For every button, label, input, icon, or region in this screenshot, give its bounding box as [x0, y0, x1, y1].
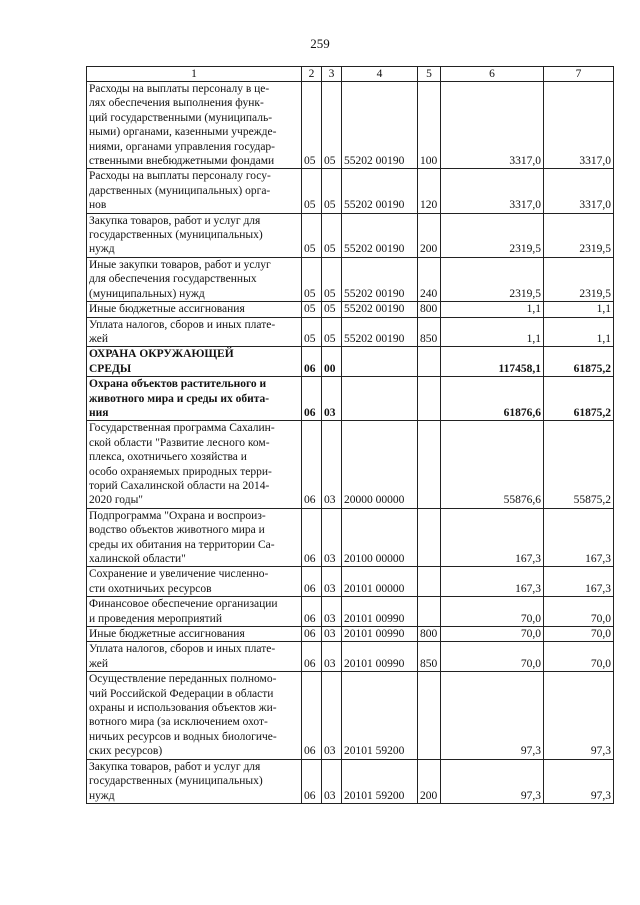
- table-body: [87, 82, 614, 804]
- column-header: 4: [342, 67, 418, 82]
- expense-type-cell: 120: [418, 169, 441, 213]
- amount-col7-cell: 1,1: [544, 317, 614, 347]
- table-row: [87, 302, 614, 317]
- section-code-cell: 06: [302, 597, 322, 627]
- amount-col6-cell: 3317,0: [441, 82, 544, 169]
- amount-col6-cell: 97,3: [441, 672, 544, 759]
- row-name-cell: Финансовое обеспечение организации и проведения мероприятий: [87, 597, 302, 627]
- target-article-cell: 20101 59200: [342, 759, 418, 803]
- amount-col6-cell: 2319,5: [441, 257, 544, 301]
- amount-col6-cell: 117458,1: [441, 347, 544, 377]
- target-article-cell: 55202 00190: [342, 169, 418, 213]
- target-article-cell: 20100 00000: [342, 508, 418, 567]
- subsection-code-cell: 03: [322, 377, 342, 421]
- amount-col7-cell: 70,0: [544, 627, 614, 642]
- subsection-code-cell: 05: [322, 302, 342, 317]
- row-name-cell: Уплата налогов, сборов и иных плате- жей: [87, 642, 302, 672]
- amount-col6-cell: 167,3: [441, 567, 544, 597]
- row-name-cell: Охрана объектов растительного и животного мира и среды их обита- ния: [87, 377, 302, 421]
- amount-col7-cell: 167,3: [544, 567, 614, 597]
- target-article-cell: [342, 347, 418, 377]
- amount-col7-cell: 167,3: [544, 508, 614, 567]
- expense-type-cell: [418, 347, 441, 377]
- target-article-cell: [342, 377, 418, 421]
- target-article-cell: 55202 00190: [342, 213, 418, 257]
- subsection-code-cell: 03: [322, 597, 342, 627]
- subsection-code-cell: 05: [322, 213, 342, 257]
- section-code-cell: 06: [302, 759, 322, 803]
- expense-type-cell: 200: [418, 213, 441, 257]
- table-row: [87, 627, 614, 642]
- amount-col6-cell: 3317,0: [441, 169, 544, 213]
- amount-col7-cell: 97,3: [544, 759, 614, 803]
- row-name-cell: Сохранение и увеличение численно- сти охотничьих ресурсов: [87, 567, 302, 597]
- row-name-cell: Государственная программа Сахалин- ской области "Развитие лесного ком- плекса, охотничьего хозяйства и особо охраняемых природных терри- торий Сахалинской области на 2014- 2020 годы": [87, 421, 302, 508]
- section-code-cell: 05: [302, 317, 322, 347]
- subsection-code-cell: 00: [322, 347, 342, 377]
- amount-col7-cell: 1,1: [544, 302, 614, 317]
- expense-type-cell: 850: [418, 642, 441, 672]
- amount-col7-cell: 2319,5: [544, 213, 614, 257]
- table-row: [87, 759, 614, 803]
- row-name-cell: Иные бюджетные ассигнования: [87, 302, 302, 317]
- expense-type-cell: [418, 508, 441, 567]
- target-article-cell: 20000 00000: [342, 421, 418, 508]
- expense-type-cell: 200: [418, 759, 441, 803]
- table-row: [87, 567, 614, 597]
- amount-col7-cell: 70,0: [544, 642, 614, 672]
- amount-col6-cell: 2319,5: [441, 213, 544, 257]
- amount-col6-cell: 1,1: [441, 317, 544, 347]
- expense-type-cell: 800: [418, 302, 441, 317]
- table-row: [87, 421, 614, 508]
- subsection-code-cell: 05: [322, 257, 342, 301]
- row-name-cell: Подпрограмма "Охрана и воспроиз- водство объектов животного мира и среды их обитания на территории Са- халинской области": [87, 508, 302, 567]
- table-row: [87, 642, 614, 672]
- subsection-code-cell: 03: [322, 508, 342, 567]
- subsection-code-cell: 03: [322, 672, 342, 759]
- table-row: [87, 257, 614, 301]
- amount-col6-cell: 70,0: [441, 627, 544, 642]
- section-code-cell: 06: [302, 567, 322, 597]
- amount-col7-cell: 97,3: [544, 672, 614, 759]
- table-row: [87, 597, 614, 627]
- row-name-cell: Осуществление переданных полномо- чий Российской Федерации в области охраны и использования объектов жи- вотного мира (за исключением охот- ничьих ресурсов и водных биологиче- ских ресурсов): [87, 672, 302, 759]
- subsection-code-cell: 03: [322, 642, 342, 672]
- amount-col6-cell: 1,1: [441, 302, 544, 317]
- target-article-cell: 55202 00190: [342, 257, 418, 301]
- section-code-cell: 05: [302, 257, 322, 301]
- section-code-cell: 05: [302, 213, 322, 257]
- section-code-cell: 06: [302, 672, 322, 759]
- amount-col6-cell: 97,3: [441, 759, 544, 803]
- column-header: 1: [87, 67, 302, 82]
- section-code-cell: 06: [302, 377, 322, 421]
- amount-col7-cell: 3317,0: [544, 169, 614, 213]
- row-name-cell: Расходы на выплаты персоналу госу- дарственных (муниципальных) орга- нов: [87, 169, 302, 213]
- section-code-cell: 06: [302, 508, 322, 567]
- budget-table: [86, 66, 614, 804]
- page-number: 259: [310, 36, 330, 51]
- row-name-cell: Иные бюджетные ассигнования: [87, 627, 302, 642]
- column-header: 7: [544, 67, 614, 82]
- expense-type-cell: [418, 672, 441, 759]
- subsection-code-cell: 05: [322, 317, 342, 347]
- target-article-cell: 55202 00190: [342, 302, 418, 317]
- amount-col6-cell: 70,0: [441, 642, 544, 672]
- row-name-cell: Уплата налогов, сборов и иных плате- жей: [87, 317, 302, 347]
- row-name-cell: Закупка товаров, работ и услуг для государственных (муниципальных) нужд: [87, 759, 302, 803]
- amount-col6-cell: 61876,6: [441, 377, 544, 421]
- table-row: [87, 169, 614, 213]
- expense-type-cell: [418, 567, 441, 597]
- table-row: [87, 672, 614, 759]
- row-name-cell: Расходы на выплаты персоналу в це- лях обеспечения выполнения функ- ций государственными (муниципаль- ными) органами, казенными учрежде- ниями, органами управления государ- ственными внебюджетными фондами: [87, 82, 302, 169]
- table-row: [87, 82, 614, 169]
- target-article-cell: 55202 00190: [342, 82, 418, 169]
- subsection-code-cell: 03: [322, 759, 342, 803]
- target-article-cell: 20101 00000: [342, 567, 418, 597]
- column-header: 2: [302, 67, 322, 82]
- section-code-cell: 06: [302, 627, 322, 642]
- row-name-cell: Иные закупки товаров, работ и услуг для обеспечения государственных (муниципальных) нужд: [87, 257, 302, 301]
- subsection-code-cell: 05: [322, 169, 342, 213]
- section-code-cell: 06: [302, 347, 322, 377]
- amount-col7-cell: 61875,2: [544, 377, 614, 421]
- amount-col7-cell: 2319,5: [544, 257, 614, 301]
- target-article-cell: 20101 59200: [342, 672, 418, 759]
- amount-col6-cell: 167,3: [441, 508, 544, 567]
- column-header: 3: [322, 67, 342, 82]
- expense-type-cell: 240: [418, 257, 441, 301]
- amount-col6-cell: 55876,6: [441, 421, 544, 508]
- header-row: [87, 67, 614, 82]
- target-article-cell: 20101 00990: [342, 642, 418, 672]
- table-row: [87, 317, 614, 347]
- expense-type-cell: 100: [418, 82, 441, 169]
- table-row: [87, 213, 614, 257]
- expense-type-cell: [418, 421, 441, 508]
- expense-type-cell: 850: [418, 317, 441, 347]
- table-row: [87, 377, 614, 421]
- column-header: 6: [441, 67, 544, 82]
- section-code-cell: 06: [302, 642, 322, 672]
- amount-col7-cell: 3317,0: [544, 82, 614, 169]
- row-name-cell: Закупка товаров, работ и услуг для государственных (муниципальных) нужд: [87, 213, 302, 257]
- column-header: 5: [418, 67, 441, 82]
- section-code-cell: 05: [302, 169, 322, 213]
- amount-col6-cell: 70,0: [441, 597, 544, 627]
- section-code-cell: 05: [302, 302, 322, 317]
- target-article-cell: 55202 00190: [342, 317, 418, 347]
- subsection-code-cell: 05: [322, 82, 342, 169]
- subsection-code-cell: 03: [322, 567, 342, 597]
- section-code-cell: 05: [302, 82, 322, 169]
- expense-type-cell: 800: [418, 627, 441, 642]
- table-row: [87, 347, 614, 377]
- expense-type-cell: [418, 377, 441, 421]
- table-row: [87, 508, 614, 567]
- subsection-code-cell: 03: [322, 627, 342, 642]
- row-name-cell: ОХРАНА ОКРУЖАЮЩЕЙ СРЕДЫ: [87, 347, 302, 377]
- amount-col7-cell: 61875,2: [544, 347, 614, 377]
- amount-col7-cell: 70,0: [544, 597, 614, 627]
- section-code-cell: 06: [302, 421, 322, 508]
- target-article-cell: 20101 00990: [342, 597, 418, 627]
- target-article-cell: 20101 00990: [342, 627, 418, 642]
- expense-type-cell: [418, 597, 441, 627]
- amount-col7-cell: 55875,2: [544, 421, 614, 508]
- subsection-code-cell: 03: [322, 421, 342, 508]
